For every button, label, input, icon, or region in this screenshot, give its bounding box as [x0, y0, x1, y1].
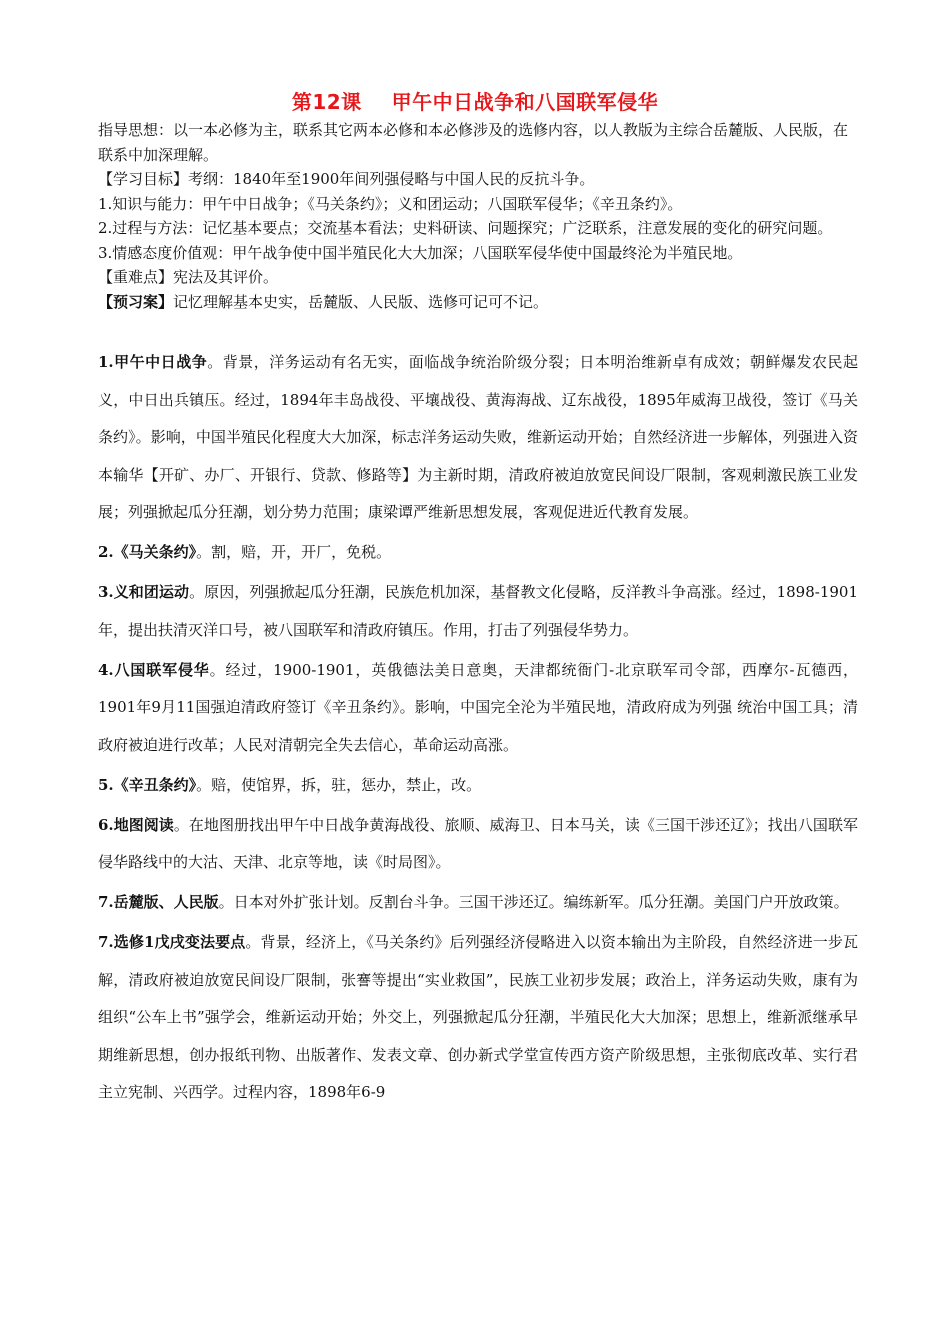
preview-label: 【预习案】: [98, 292, 174, 311]
intro-line: 【学习目标】考纲：1840年至1900年间列强侵略与中国人民的反抗斗争。: [98, 170, 595, 188]
intro-line: 2.过程与方法：记忆基本要点；交流基本看法；史料研读、问题探究；广泛联系，注意发展的变化的研究问题。: [98, 219, 833, 237]
intro-line: 【预习案】记忆理解基本史实，岳麓版、人民版、选修可记可不记。: [98, 292, 549, 311]
section-heading: 1.甲午中日战争: [98, 353, 208, 371]
section-heading: 7.选修1戊戌变法要点: [98, 933, 246, 951]
section-paragraph: 5.《辛丑条约》。赔，使馆界，拆，驻，惩办，禁止，改。: [98, 775, 482, 794]
intro-line: 3.情感态度价值观：甲午战争使中国半殖民化大大加深；八国联军侵华使中国最终沦为半殖民地。: [98, 243, 743, 262]
section-paragraph: 2.《马关条约》。割，赔，开，开厂，免税。: [98, 543, 392, 561]
intro-line: 指导思想：以一本必修为主，联系其它两本必修和本必修涉及的选修内容，以人教版为主综合岳麓版、人民版，在联系中加深理解。: [98, 121, 849, 164]
body-text: [98, 344, 858, 1114]
intro-line: 1.知识与能力：甲午中日战争；《马关条约》；义和团运动；八国联军侵华；《辛丑条约》。: [98, 194, 683, 213]
section-heading: 2.《马关条约》: [98, 543, 197, 561]
section-heading: 7.岳麓版、人民版: [98, 893, 219, 911]
section-paragraph: 4.八国联军侵华。经过，1900-1901，英俄德法美日意奥，天津都统衙门-北京联军司令部，西摩尔-瓦德西，1901年9月11国强迫清政府签订《辛丑条约》。影响，中国完全沦为半殖民地，清政府成为列强 统治中国工具；清政府被迫进行改革；人民对清朝完全失去信心，革命运动高涨。: [98, 660, 858, 754]
section-paragraph: 3.义和团运动。原因，列强掀起瓜分狂潮，民族危机加深，基督教文化侵略，反洋教斗争高涨。经过，1898-1901年，提出扶清灭洋口号，被八国联军和清政府镇压。作用，打击了列强侵华势力。: [98, 583, 859, 639]
section-paragraph: 6.地图阅读。在地图册找出甲午中日战争黄海战役、旅顺、威海卫、日本马关，读《三国干涉还辽》；找出八国联军侵华路线中的大沽、天津、北京等地，读《时局图》。: [98, 815, 858, 871]
lesson-number: 第12课: [291, 90, 362, 114]
section-paragraph: 1.甲午中日战争。背景，洋务运动有名无实，面临战争统治阶级分裂；日本明治维新卓有成效；朝鲜爆发农民起义，中日出兵镇压。经过，1894年丰岛战役、平壤战役、黄海海战、辽东战役，1895年威海卫战役，签订《马关条约》。影响，中国半殖民化程度大大加深，标志洋务运动失败，维新运动开始；自然经济进一步解体，列强进入资本输华【开矿、办厂、开银行、贷款、修路等】为主新时期，清政府被迫放宽民间设厂限制，客观刺激民族工业发展；列强掀起瓜分狂潮，划分势力范围；康梁谭严维新思想发展，客观促进近代教育发展。: [98, 353, 858, 521]
page-title: [0, 88, 950, 116]
section-heading: 6.地图阅读: [98, 815, 174, 834]
intro-block: [98, 118, 858, 314]
section-heading: 3.义和团运动: [98, 583, 190, 601]
lesson-topic: 甲午中日战争和八国联军侵华: [391, 90, 659, 114]
intro-line: 【重难点】宪法及其评价。: [98, 268, 279, 286]
section-paragraph: 7.选修1戊戌变法要点。背景，经济上，《马关条约》后列强经济侵略进入以资本输出为主阶段，自然经济进一步瓦解，清政府被迫放宽民间设厂限制，张謇等提出“实业救国”，民族工业初步发展；政治上，洋务运动失败，康有为组织“公车上书”强学会，维新运动开始；外交上，列强掀起瓜分狂潮，半殖民化大大加深；思想上，维新派继承早期维新思想，创办报纸刊物、出版著作、发表文章、创办新式学堂宣传西方资产阶级思想，主张彻底改革、实行君主立宪制、兴西学。过程内容，1898年6-9: [98, 933, 858, 1101]
section-heading: 5.《辛丑条约》: [98, 775, 197, 794]
section-heading: 4.八国联军侵华: [98, 660, 210, 679]
section-paragraph: 7.岳麓版、人民版。日本对外扩张计划。反割台斗争。三国干涉还辽。编练新军。瓜分狂潮。美国门户开放政策。: [98, 893, 849, 911]
